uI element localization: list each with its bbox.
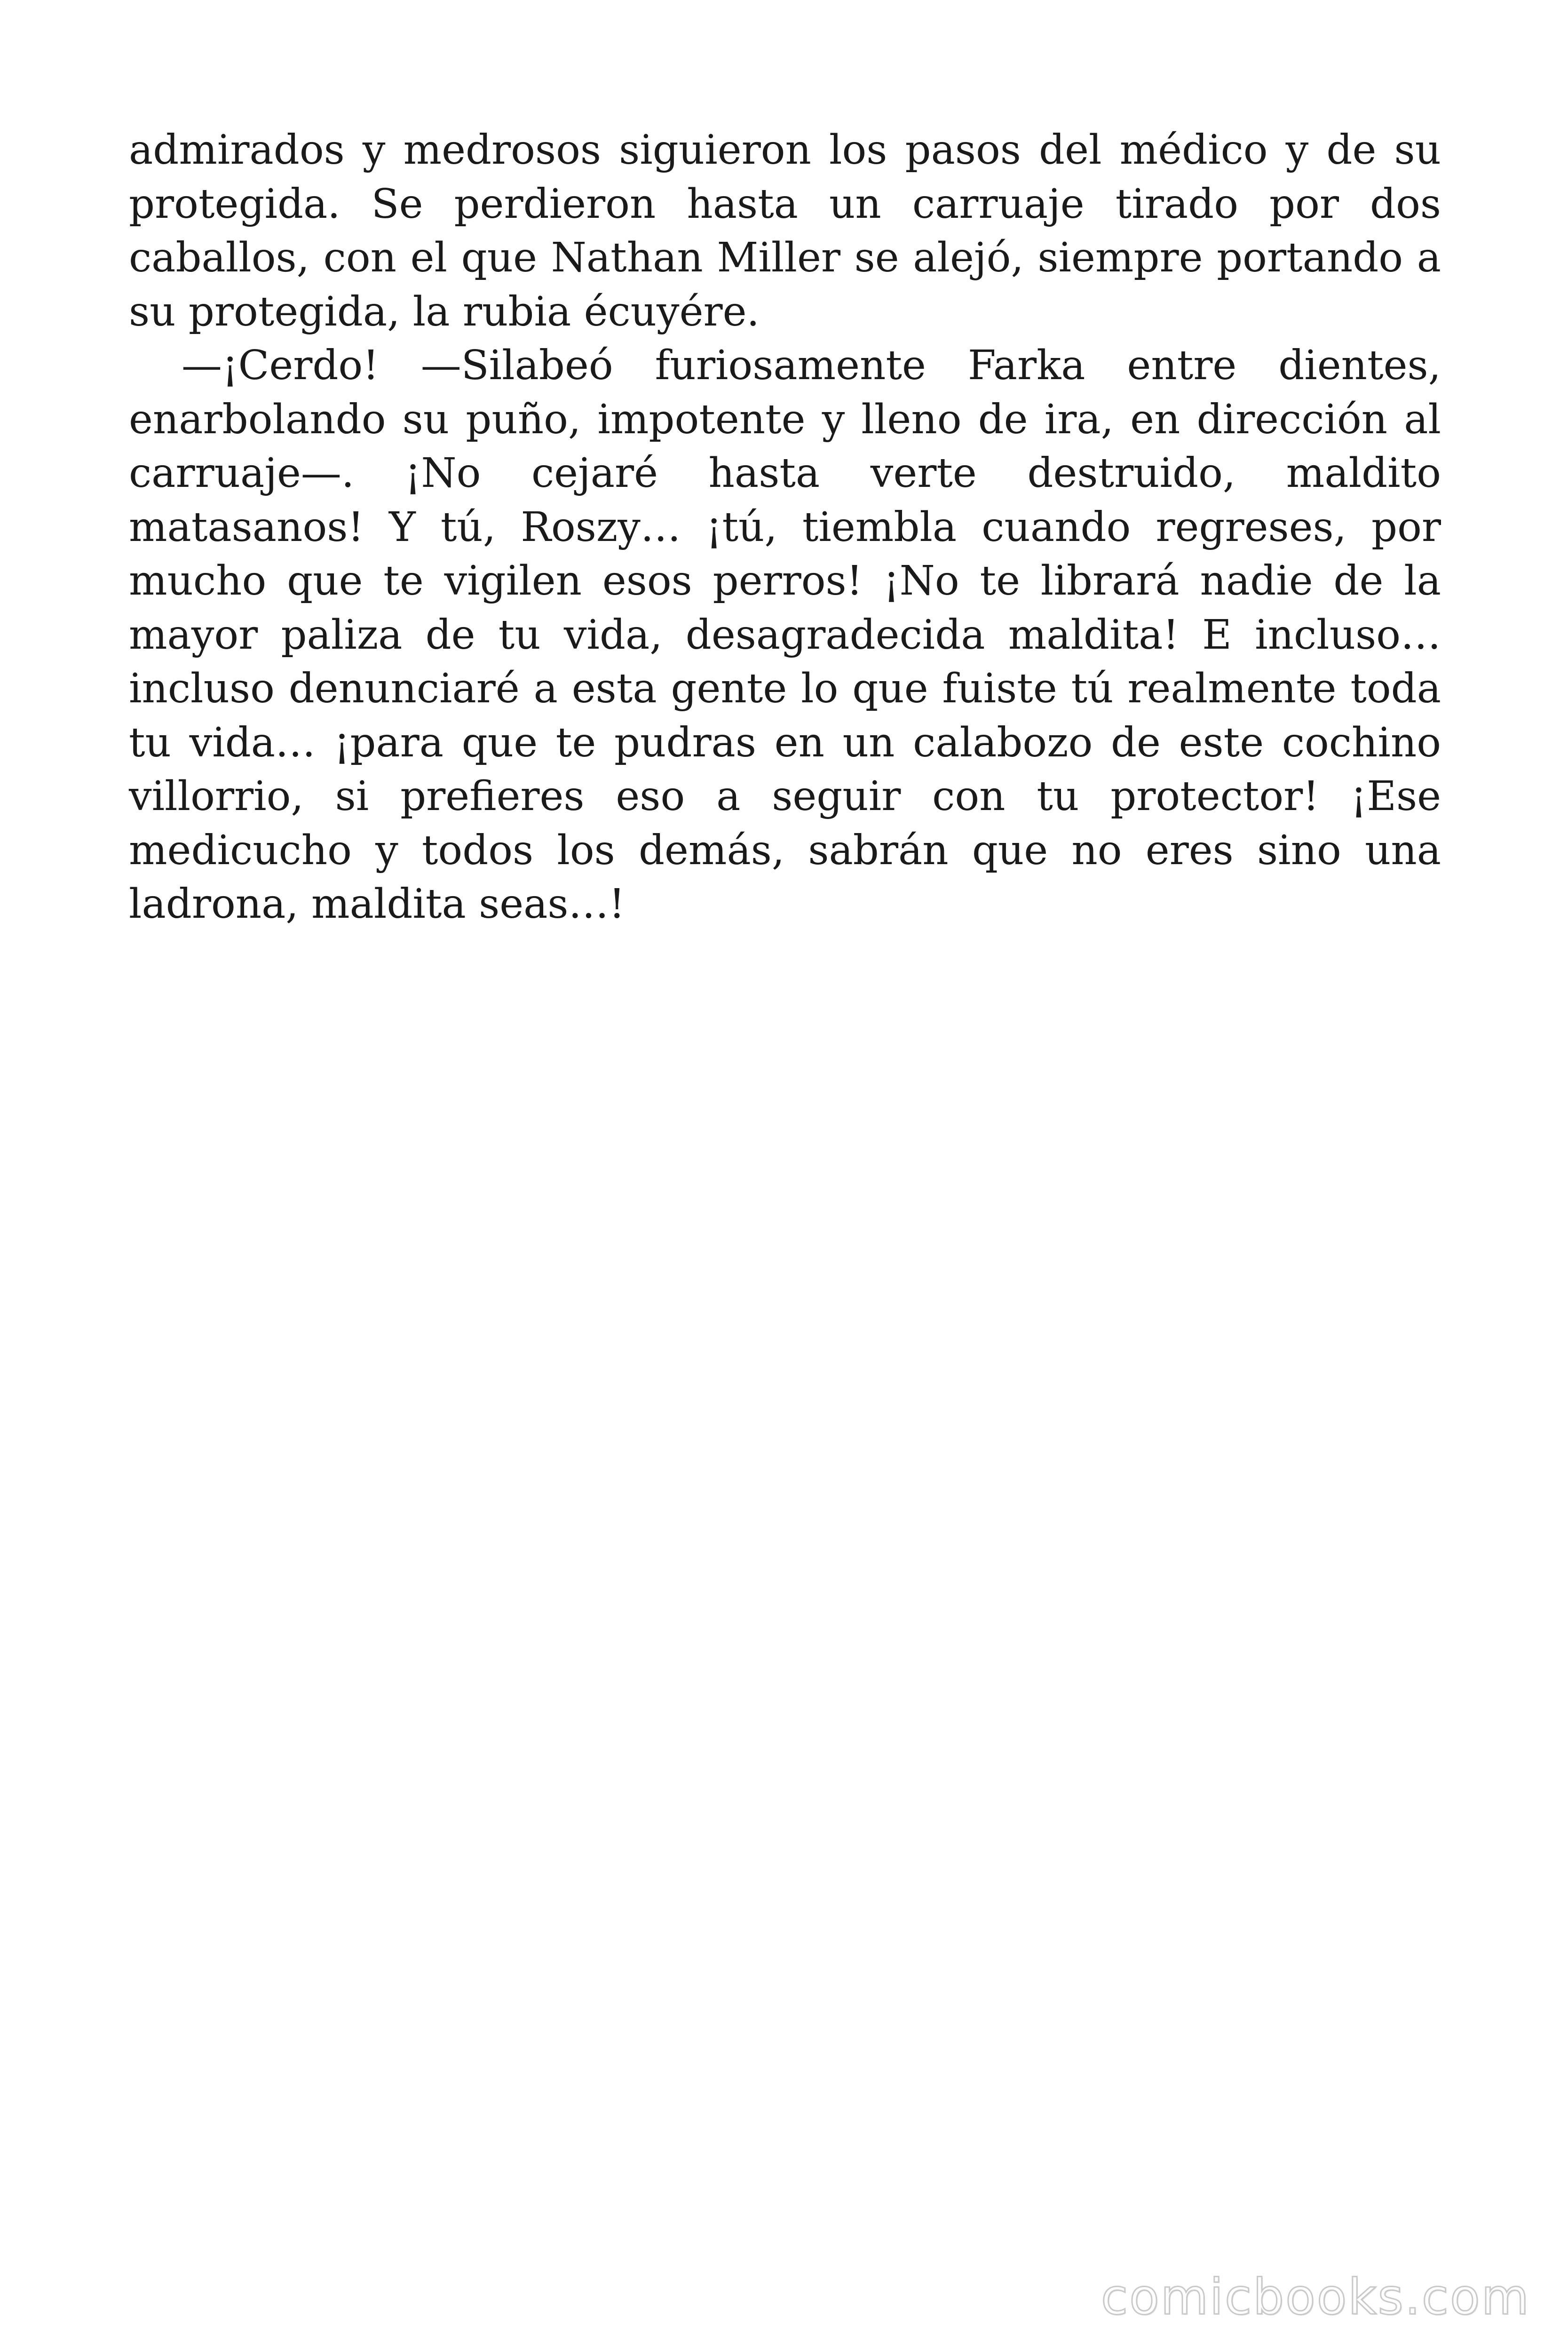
paragraph-continued: admirados y medrosos siguieron los pasos del médico y de su protegida. Se perdieron hasta un carruaje tirado por dos caballos, con el que Nathan Miller se alejó, siempre portando a su protegida, la rubia écuyére. [129,127,1441,335]
site-watermark: comicbooks.com [1101,2268,1530,2326]
body-text [129,123,1441,931]
paragraph-dialogue: —¡Cerdo! —Silabeó furiosamente Farka entre dientes, enarbolando su puño, impotente y lleno de ira, en dirección al carruaje—. ¡No cejaré hasta verte destruido, maldito matasanos! Y tú, Roszy… ¡tú, tiembla cuando regreses, por mucho que te vigilen esos perros! ¡No te librará nadie de la mayor paliza de tu vida, desagradecida maldita! E incluso… incluso denunciaré a esta gente lo que fuiste tú realmente toda tu vida… ¡para que te pudras en un calabozo de este cochino villorrio, si prefieres eso a seguir con tu protector! ¡Ese medicucho y todos los demás, sabrán que no eres sino una ladrona, maldita seas…! [129,342,1441,928]
